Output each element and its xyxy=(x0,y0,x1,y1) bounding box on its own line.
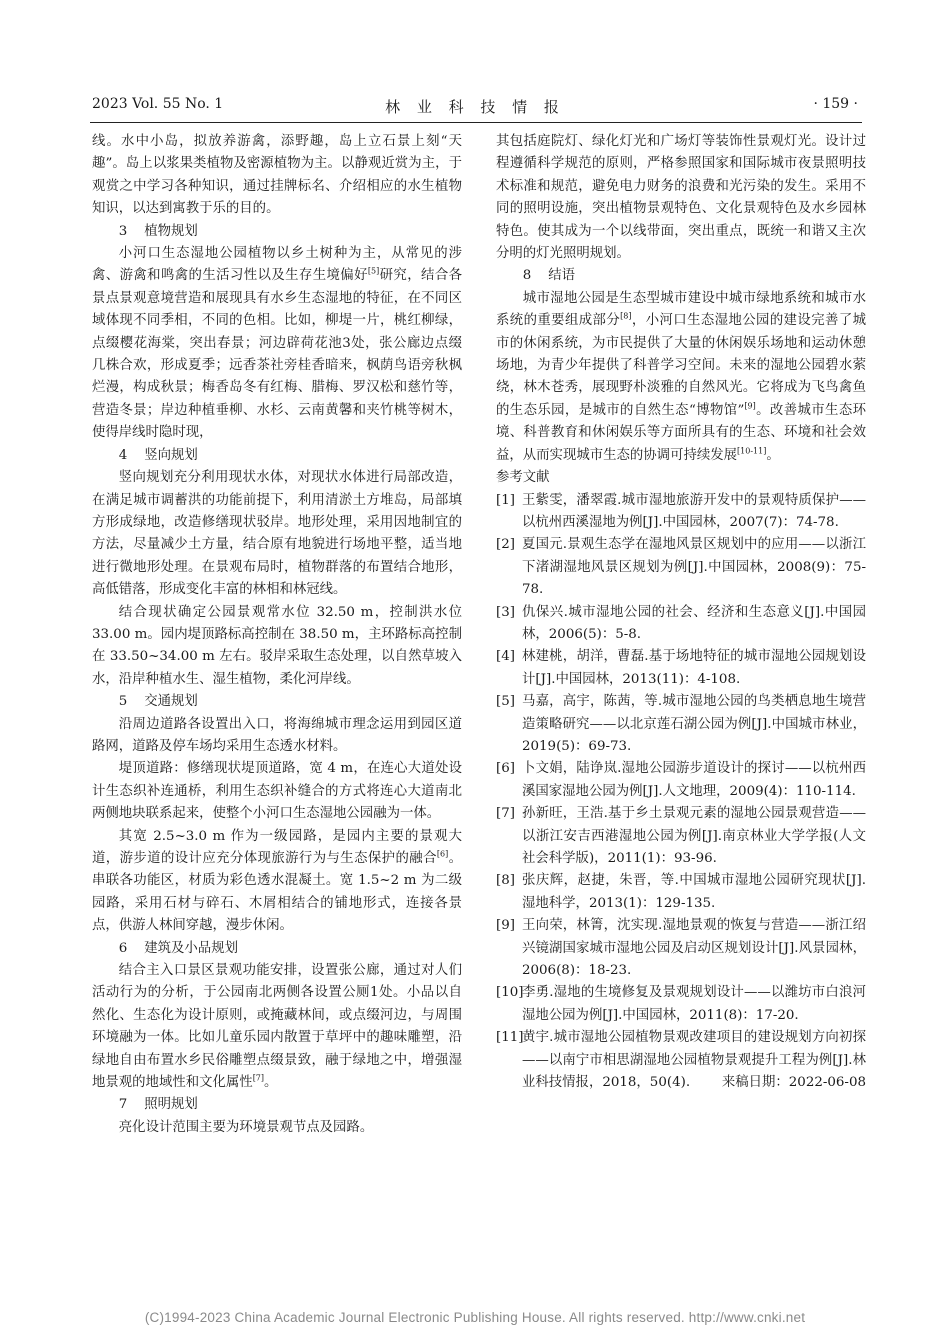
section-title: 交通规划 xyxy=(144,694,198,710)
reference-entry xyxy=(496,1027,866,1094)
reference-entry xyxy=(496,490,866,535)
reference-text: 黄宇.城市湿地公园植物景观改建项目的建设规划方向初探——以南宁市相思湖湿地公园植物景观提升工程为例[J].林业科技情报，2018，50(4). xyxy=(522,1030,866,1091)
paragraph xyxy=(92,131,462,221)
reference-entry xyxy=(496,982,866,1027)
references-heading xyxy=(496,467,866,489)
section-heading xyxy=(92,938,462,960)
reference-number: [6] xyxy=(496,761,515,777)
paragraph-text: 。 xyxy=(264,1075,278,1091)
section-heading xyxy=(92,445,462,467)
right-column xyxy=(496,131,866,1094)
journal-title: 林 业 科 技 情 报 xyxy=(385,98,565,116)
paragraph xyxy=(92,602,462,692)
citation-marker: [5] xyxy=(367,266,380,276)
received-date: 来稿日期：2022-06-08 xyxy=(721,1075,866,1091)
reference-entry xyxy=(496,646,866,691)
reference-text: 王向荣，林箐，沈实现.湿地景观的恢复与营造——浙江绍兴镜湖国家城市湿地公园及启动区规划设计[J].风景园林，2006(8)：18-23. xyxy=(522,918,866,979)
reference-number: [2] xyxy=(496,537,515,553)
paragraph-text: 小河口生态湿地公园植物以乡土树种为主，从常见的涉禽、游禽和鸣禽的生活习性以及生存生境偏好 xyxy=(92,246,462,284)
section-number: 6 xyxy=(118,940,128,956)
paragraph-text: 研究，结合各景点景观意境营造和展现具有水乡生态湿地的特征，在不同区域体现不同季相，不同的色相。比如，柳堤一片，桃红柳绿，点缀樱花海棠，突出春景；河边辟荷花池3处，张公廊边点缀几株合欢，形成夏季；远香茶社旁桂香暗来，枫荫鸟语旁秋枫烂漫，构成秋景；梅香岛冬有红梅、腊梅、罗汉松和慈竹等，营造冬景；岸边种植垂柳、水杉、云南黄馨和夹竹桃等树木，使得岸线时隐时现， xyxy=(92,268,463,441)
paragraph-text: 线。水中小岛，拟放养游禽，添野趣，岛上立石景上刻“天趣”。岛上以浆果类植物及密源植物为主。以静观近赏为主，于观赏之中学习各种知识，通过挂牌标名、介绍相应的水生植物知识，以达到寓教于乐的目的。 xyxy=(92,134,462,217)
paragraph xyxy=(92,467,462,601)
reference-list xyxy=(496,490,866,1095)
page-number: · 159 · xyxy=(813,96,858,112)
reference-entry xyxy=(496,803,866,870)
citation-marker: [7] xyxy=(252,1073,265,1083)
header-rule xyxy=(90,122,862,123)
reference-entry xyxy=(496,758,866,803)
section-number: 3 xyxy=(118,223,128,239)
reference-entry xyxy=(496,915,866,982)
reference-entry xyxy=(496,602,866,647)
reference-entry xyxy=(496,534,866,601)
reference-text: 李勇.湿地的生境修复及景观规划设计——以潍坊市白浪河湿地公园为例[J].中国园林，2011(8)：17-20. xyxy=(522,985,866,1023)
paragraph xyxy=(92,960,462,1094)
paragraph-text: 其宽 2.5~3.0 m 作为一级园路，是园内主要的景观大道，游步道的设计应充分体现旅游行为与生态保护的融合 xyxy=(92,828,462,866)
section-heading xyxy=(92,221,462,243)
volume-issue: 2023 Vol. 55 No. 1 xyxy=(92,96,224,112)
section-number: 5 xyxy=(118,694,128,710)
section-title: 结语 xyxy=(548,268,576,284)
reference-number: [9] xyxy=(496,918,515,934)
paragraph xyxy=(496,131,866,265)
paragraph-text: 亮化设计范围主要为环境景观节点及园路。 xyxy=(118,1119,374,1135)
section-title: 建筑及小品规划 xyxy=(144,940,238,956)
reference-number: [7] xyxy=(496,806,515,822)
reference-number: [5] xyxy=(496,694,515,710)
paragraph-text: 沿周边道路各设置出入口，将海绵城市理念运用到园区道路网，道路及停车场均采用生态透水材料。 xyxy=(92,716,462,754)
reference-number: [4] xyxy=(496,649,515,665)
section-number: 8 xyxy=(522,268,532,284)
reference-text: 夏国元.景观生态学在湿地风景区规划中的应用——以浙江下渚湖湿地风景区规划为例[J].中国园林，2008(9)：75-78. xyxy=(522,537,866,598)
paragraph-text: 城市湿地公园是生态型城市建设中城市绿地系统和城市水系统的重要组成部分 xyxy=(496,290,866,329)
reference-number: [11] xyxy=(496,1030,524,1046)
paragraph-text: 。改善城市生态环境、科普教育和休闲娱乐等方面所具有的生态、环境和社会效益，从而实现城市生态的协调可持续发展 xyxy=(496,402,866,463)
section-heading xyxy=(92,691,462,713)
paragraph xyxy=(496,288,866,467)
paragraph-text: 其包括庭院灯、绿化灯光和广场灯等装饰性景观灯光。设计过程遵循科学规范的原则，严格参照国家和国际城市夜景照明技术标准和规范，避免电力财务的浪费和光污染的发生。采用不同的照明设施，突出植物景观特色、文化景观特色及水乡园林特色。使其成为一个以线带面，突出重点，既统一和谐又主次分明的灯光照明规划。 xyxy=(496,134,866,262)
paragraph-text: 参考文献 xyxy=(496,470,550,486)
section-heading xyxy=(496,265,866,287)
paragraph-text: 。串联各功能区，材质为彩色透水混凝土。宽 1.5~2 m 为二级园路，采用石材与碎石、木屑相结合的铺地形式，连接各景点，供游人林间穿越，漫步休闲。 xyxy=(92,851,463,934)
section-number: 7 xyxy=(118,1097,128,1113)
paragraph xyxy=(92,758,462,825)
section-title: 竖向规划 xyxy=(144,447,198,463)
paragraph-text: 竖向规划充分利用现状水体，对现状水体进行局部改造，在满足城市调蓄洪的功能前提下，利用清淤土方堆岛，局部填方形成绿地，改造修缮现状驳岸。地形处理，采用因地制宜的方法，尽量减少土方量，结合原有地貌进行场地平整，适当地进行微地形处理。在景观布局时，植物群落的布置结合地形，高低错落，形成变化丰富的林相和林冠线。 xyxy=(92,470,462,598)
reference-number: [10] xyxy=(496,985,524,1001)
paragraph-text: 结合现状确定公园景观常水位 32.50 m，控制洪水位 33.00 m。园内堤顶路标高控制在 38.50 m，主环路标高控制在 33.50~34.00 m 左右。驳岸采取生态处理，以自然草坡入水，沿岸种植水生、湿生植物，柔化河岸线。 xyxy=(92,604,462,687)
section-number: 4 xyxy=(118,447,128,463)
reference-entry xyxy=(496,870,866,915)
copyright-footer: (C)1994-2023 China Academic Journal Electronic Publishing House. All rights reserved. http://www.cnki.net xyxy=(144,1310,806,1325)
paragraph xyxy=(92,1117,462,1139)
reference-text: 仇保兴.城市湿地公园的社会、经济和生态意义[J].中国园林，2006(5)：5-8. xyxy=(522,604,866,642)
paragraph xyxy=(92,243,462,445)
reference-number: [1] xyxy=(496,492,515,508)
citation-marker: [6] xyxy=(436,849,449,859)
citation-marker: [9] xyxy=(744,401,756,411)
left-column xyxy=(92,131,462,1139)
citation-marker: [10-11] xyxy=(737,446,767,456)
paragraph-text: ，小河口生态湿地公园的建设完善了城市的休闲系统，为市民提供了大量的休闲娱乐场地和运动休憩场地，为青少年提供了科普学习空间。未来的湿地公园碧水萦绕，林木苍秀，展现野朴淡雅的自然风光。它将成为飞鸟禽鱼的生态乐园，是城市的自然生态“博物馆” xyxy=(496,313,867,418)
reference-text: 马嘉，高宇，陈茜，等.城市湿地公园的鸟类栖息地生境营造策略研究——以北京莲石湖公园为例[J].中国城市林业，2019(5)：69-73. xyxy=(522,694,866,754)
reference-number: [3] xyxy=(496,604,515,620)
section-title: 植物规划 xyxy=(144,223,198,239)
running-header xyxy=(92,96,858,118)
section-heading xyxy=(92,1094,462,1116)
section-title: 照明规划 xyxy=(144,1097,198,1113)
paragraph-text: 堤顶道路：修缮现状堤顶道路，宽 4 m，在连心大道处设计生态织补连通桥，利用生态织补缝合的方式将连心大道南北两侧地块联系起来，使整个小河口生态湿地公园融为一体。 xyxy=(92,761,462,822)
reference-text: 张庆辉，赵捷，朱晋，等.中国城市湿地公园研究现状[J].湿地科学，2013(1)：129-135. xyxy=(522,873,866,911)
reference-text: 王紫雯，潘翠霞.城市湿地旅游开发中的景观特质保护——以杭州西溪湿地为例[J].中国园林，2007(7)：74-78. xyxy=(522,492,866,530)
reference-text: 林建桃，胡洋，曹磊.基于场地特征的城市湿地公园规划设计[J].中国园林，2013(11)：4-108. xyxy=(522,649,866,687)
paragraph-text: 结合主入口景区景观功能安排，设置张公廊，通过对人们活动行为的分析，于公园南北两侧各设置公厕1处。小品以自然化、生态化为设计原则，或掩藏林间，或点缀河边，与周围环境融为一体。比如儿童乐园内散置于草坪中的趣味雕塑，沿绿地自由布置水乡民俗雕塑点缀景致，融于绿地之中，增强湿地景观的地域性和文化属性 xyxy=(92,963,462,1091)
reference-entry xyxy=(496,691,866,758)
paragraph xyxy=(92,714,462,759)
citation-marker: [8] xyxy=(620,311,632,321)
reference-number: [8] xyxy=(496,873,515,889)
paragraph xyxy=(92,826,462,938)
reference-text: 卜文娟，陆诤岚.湿地公园游步道设计的探讨——以杭州西溪国家湿地公园为例[J].人文地理，2009(4)：110-114. xyxy=(522,761,866,799)
reference-text: 孙新旺，王浩.基于乡土景观元素的湿地公园景观营造——以浙江安吉西港湿地公园为例[J].南京林业大学学报(人文社会科学版)，2011(1)：93-96. xyxy=(522,806,866,866)
paragraph-text: 。 xyxy=(766,447,780,463)
